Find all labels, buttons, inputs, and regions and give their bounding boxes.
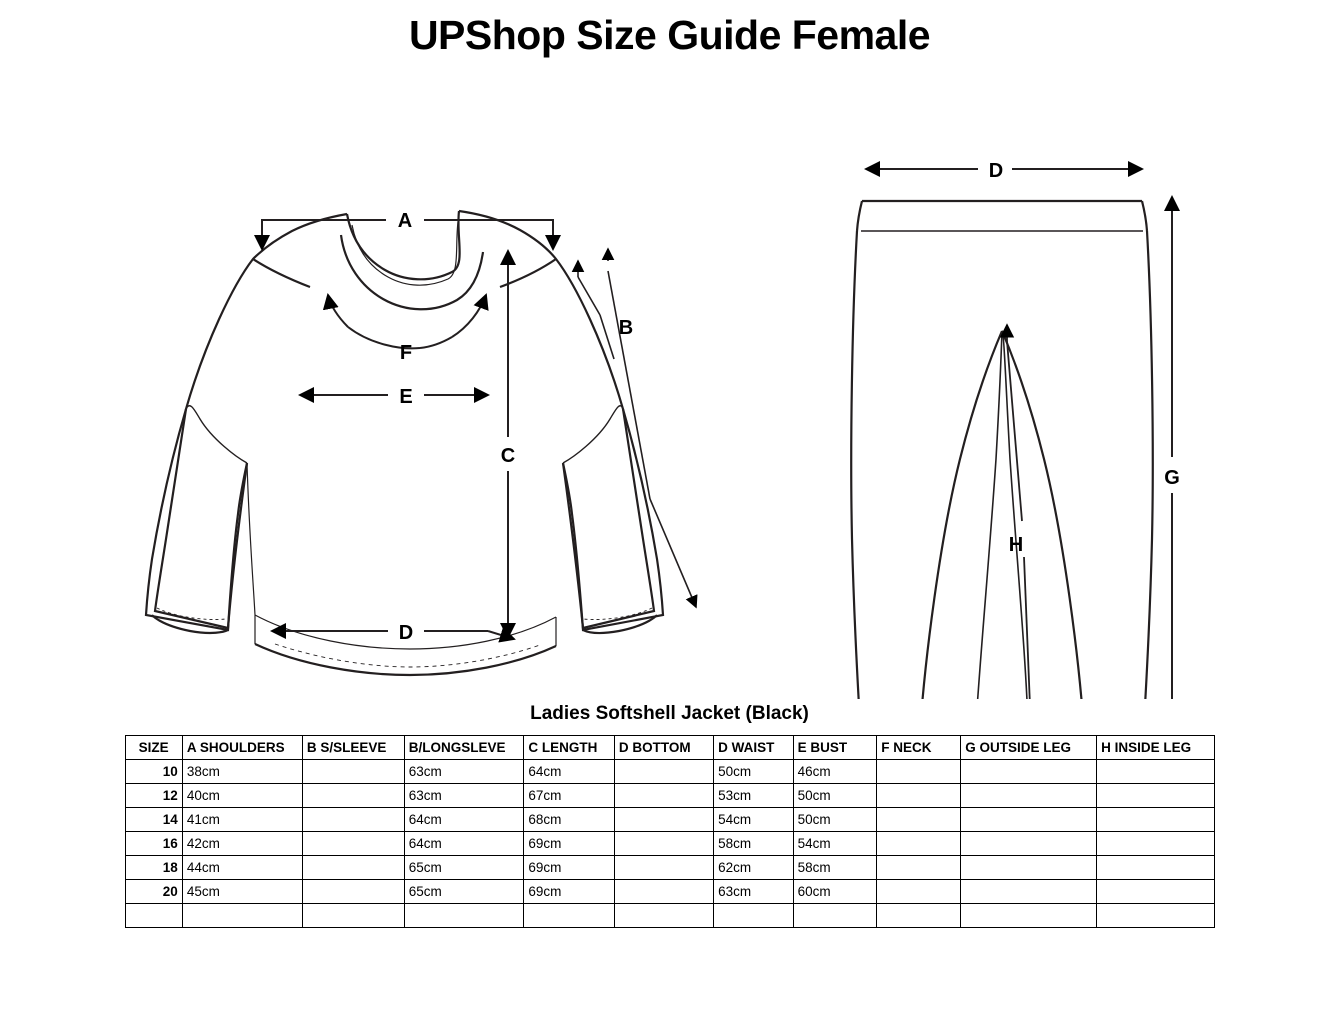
- cell-c-length: 69cm: [524, 880, 614, 904]
- col-header-d-bottom: D BOTTOM: [614, 736, 713, 760]
- label-b: B: [618, 317, 634, 339]
- cell-b-longsleve: 64cm: [404, 808, 524, 832]
- shirt-outline: [146, 211, 663, 675]
- cell-e-bust: 50cm: [793, 808, 877, 832]
- col-header-h-inside-leg: H INSIDE LEG: [1097, 736, 1214, 760]
- cell-b-s-sleeve: [302, 856, 404, 880]
- cell-h-inside-leg: [1097, 880, 1214, 904]
- cell-b-longsleve: 65cm: [404, 880, 524, 904]
- col-header-c-length: C LENGTH: [524, 736, 614, 760]
- trousers-outline: [851, 201, 1153, 699]
- table-row: [125, 808, 1214, 832]
- cell-d-bottom: [614, 856, 713, 880]
- cell-f-neck: [877, 760, 961, 784]
- cell-b-s-sleeve: [302, 808, 404, 832]
- cell-a-shoulders: [182, 904, 302, 928]
- cell-b-s-sleeve: [302, 760, 404, 784]
- cell-size: 20: [125, 880, 182, 904]
- cell-d-waist: [714, 904, 793, 928]
- label-h: H: [1008, 534, 1024, 556]
- col-header-d-waist: D WAIST: [714, 736, 793, 760]
- cell-f-neck: [877, 904, 961, 928]
- cell-f-neck: [877, 784, 961, 808]
- cell-h-inside-leg: [1097, 904, 1214, 928]
- cell-a-shoulders: 44cm: [182, 856, 302, 880]
- measure-h: [1007, 325, 1031, 699]
- cell-a-shoulders: 38cm: [182, 760, 302, 784]
- measure-f: [328, 295, 486, 348]
- table-header-row: [125, 736, 1214, 760]
- cell-h-inside-leg: [1097, 832, 1214, 856]
- cell-h-inside-leg: [1097, 760, 1214, 784]
- table-row: [125, 784, 1214, 808]
- cell-d-bottom: [614, 832, 713, 856]
- cell-size: 10: [125, 760, 182, 784]
- cell-g-outside-leg: [961, 808, 1097, 832]
- garment-diagrams: [0, 59, 1339, 699]
- label-a: A: [397, 210, 413, 232]
- cell-f-neck: [877, 856, 961, 880]
- table-row: [125, 880, 1214, 904]
- cell-b-s-sleeve: [302, 832, 404, 856]
- col-header-f-neck: F NECK: [877, 736, 961, 760]
- cell-f-neck: [877, 880, 961, 904]
- cell-c-length: 68cm: [524, 808, 614, 832]
- cell-g-outside-leg: [961, 904, 1097, 928]
- cell-size: 14: [125, 808, 182, 832]
- col-header-e-bust: E BUST: [793, 736, 877, 760]
- cell-f-neck: [877, 832, 961, 856]
- cell-b-s-sleeve: [302, 880, 404, 904]
- cell-c-length: 69cm: [524, 856, 614, 880]
- cell-b-longsleve: 63cm: [404, 784, 524, 808]
- col-header-b-longsleve: B/LONGSLEVE: [404, 736, 524, 760]
- cell-e-bust: 54cm: [793, 832, 877, 856]
- cell-d-bottom: [614, 760, 713, 784]
- col-header-size: SIZE: [125, 736, 182, 760]
- cell-a-shoulders: 45cm: [182, 880, 302, 904]
- cell-a-shoulders: 40cm: [182, 784, 302, 808]
- cell-e-bust: [793, 904, 877, 928]
- table-row: [125, 760, 1214, 784]
- cell-d-bottom: [614, 784, 713, 808]
- cell-g-outside-leg: [961, 880, 1097, 904]
- table-title: Ladies Softshell Jacket (Black): [530, 703, 809, 724]
- cell-size: [125, 904, 182, 928]
- cell-d-waist: 53cm: [714, 784, 793, 808]
- cell-d-bottom: [614, 904, 713, 928]
- cell-size: 12: [125, 784, 182, 808]
- cell-a-shoulders: 42cm: [182, 832, 302, 856]
- cell-c-length: 67cm: [524, 784, 614, 808]
- cell-a-shoulders: 41cm: [182, 808, 302, 832]
- cell-size: 16: [125, 832, 182, 856]
- cell-h-inside-leg: [1097, 784, 1214, 808]
- cell-b-longsleve: [404, 904, 524, 928]
- table-row: [125, 832, 1214, 856]
- diagram-svg: [0, 59, 1339, 699]
- col-header-g-outside-leg: G OUTSIDE LEG: [961, 736, 1097, 760]
- cell-b-longsleve: 64cm: [404, 832, 524, 856]
- cell-h-inside-leg: [1097, 808, 1214, 832]
- cell-c-length: 64cm: [524, 760, 614, 784]
- label-f: F: [399, 342, 413, 364]
- cell-b-longsleve: 65cm: [404, 856, 524, 880]
- cell-h-inside-leg: [1097, 856, 1214, 880]
- label-e: E: [399, 386, 413, 408]
- label-d-bottom: D: [988, 160, 1004, 182]
- cell-d-bottom: [614, 808, 713, 832]
- cell-g-outside-leg: [961, 784, 1097, 808]
- cell-b-s-sleeve: [302, 904, 404, 928]
- cell-d-waist: 54cm: [714, 808, 793, 832]
- cell-d-waist: 62cm: [714, 856, 793, 880]
- cell-e-bust: 58cm: [793, 856, 877, 880]
- cell-c-length: 69cm: [524, 832, 614, 856]
- cell-d-waist: 58cm: [714, 832, 793, 856]
- cell-d-bottom: [614, 880, 713, 904]
- label-c: C: [500, 445, 516, 467]
- cell-d-waist: 50cm: [714, 760, 793, 784]
- label-g: G: [1164, 467, 1180, 489]
- cell-g-outside-leg: [961, 832, 1097, 856]
- cell-f-neck: [877, 808, 961, 832]
- size-chart-table: [125, 735, 1215, 928]
- cell-b-longsleve: 63cm: [404, 760, 524, 784]
- col-header-b-s-sleeve: B S/SLEEVE: [302, 736, 404, 760]
- cell-e-bust: 46cm: [793, 760, 877, 784]
- cell-e-bust: 50cm: [793, 784, 877, 808]
- col-header-a-shoulders: A SHOULDERS: [182, 736, 302, 760]
- cell-g-outside-leg: [961, 856, 1097, 880]
- cell-c-length: [524, 904, 614, 928]
- cell-d-waist: 63cm: [714, 880, 793, 904]
- page-title: UPShop Size Guide Female: [408, 12, 931, 58]
- label-d-top: D: [398, 622, 414, 644]
- table-row: [125, 856, 1214, 880]
- cell-e-bust: 60cm: [793, 880, 877, 904]
- cell-g-outside-leg: [961, 760, 1097, 784]
- cell-b-s-sleeve: [302, 784, 404, 808]
- table-row: [125, 904, 1214, 928]
- measure-b: [578, 249, 696, 607]
- measure-d-top: [272, 631, 514, 639]
- cell-size: 18: [125, 856, 182, 880]
